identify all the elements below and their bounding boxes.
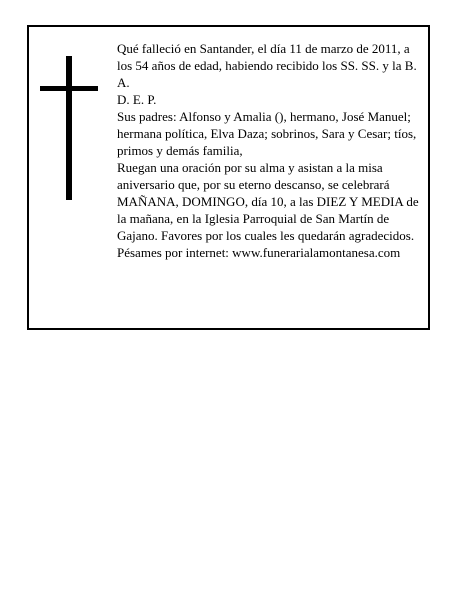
obituary-text [117,40,425,261]
death-announcement: Qué falleció en Santander, el día 11 de marzo de 2011, a los 54 años de edad, habiendo recibido los SS. SS. y la B. A. [117,41,417,90]
condolences-web: Pésames por internet: www.funerarialamontanesa.com [117,245,401,260]
rest-in-peace: D. E. P. [117,92,157,107]
family-list: Sus padres: Alfonso y Amalia (), hermano, José Manuel; hermana política, Elva Daza; sobrinos, Sara y Cesar; tíos, primos y demás familia, [117,109,417,158]
cross-vertical-bar [66,56,72,200]
obituary-notice [27,25,430,330]
mass-invitation: Ruegan una oración por su alma y asistan a la misa aniversario que, por su eterno descanso, se celebrará MAÑANA, DOMINGO, día 10, a las DIEZ Y MEDIA de la mañana, en la Iglesia Parroquial de San Martín de Gajano. Favores por los cuales les quedarán agradecidos. [117,160,419,243]
cross-horizontal-bar [40,86,98,91]
cross-icon [40,56,98,200]
